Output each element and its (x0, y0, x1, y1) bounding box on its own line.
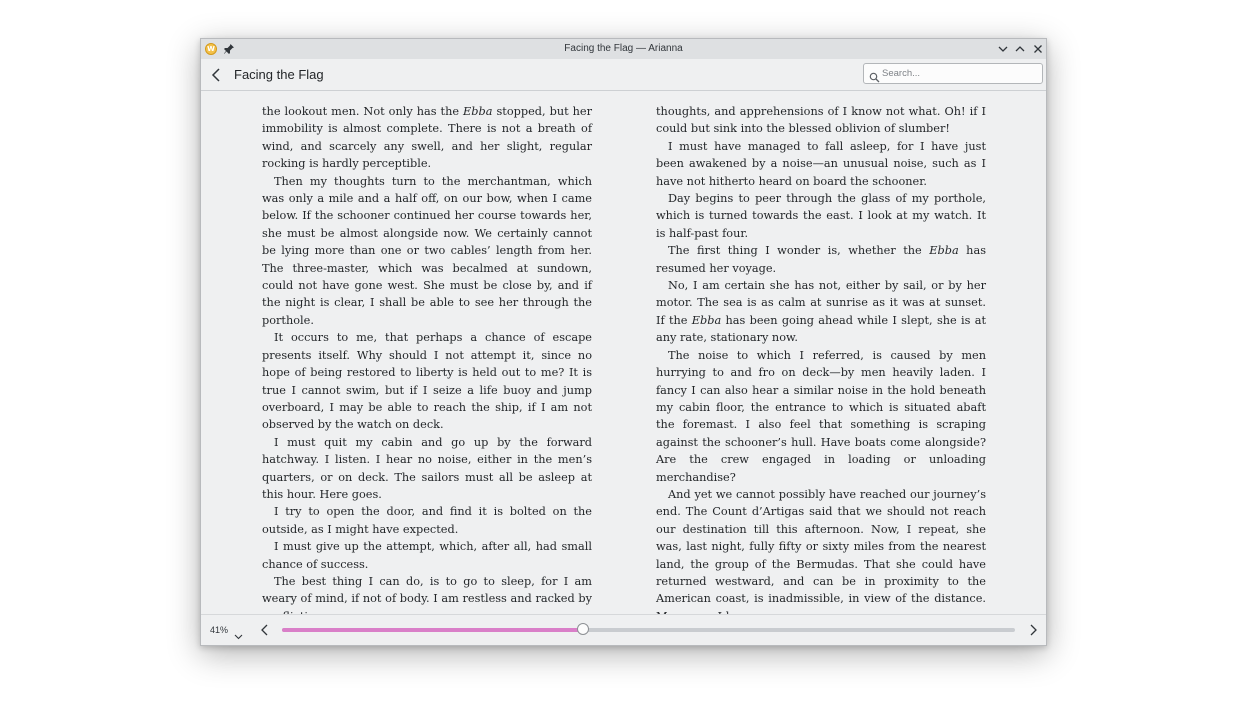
page-right (656, 103, 986, 625)
back-button[interactable] (207, 65, 227, 85)
paragraph (656, 486, 986, 625)
paragraph (262, 173, 592, 330)
close-button[interactable] (1031, 42, 1045, 56)
paragraph (262, 103, 592, 173)
text-run: thoughts, and apprehensions of I know not what. Oh! if I could but sink into the blessed oblivion of slumber! (656, 105, 986, 136)
text-run: I must give up the attempt, which, after all, had small chance of success. (262, 540, 592, 571)
chevron-right-icon (1026, 623, 1040, 642)
text-run: Day begins to peer through the glass of my porthole, which is turned towards the east. I look at my watch. It is half-past four. (656, 192, 986, 240)
paragraph (262, 503, 592, 538)
chevron-up-icon (1013, 42, 1027, 56)
book-title: Facing the Flag (234, 67, 324, 82)
text-run: Then my thoughts turn to the merchantman, which was only a mile and a half off, on our bow, when I came below. If the schooner continued her course towards her, she must be almost alongside now. We certainly cannot be lying more than one or two cables’ length from her. The three-master, which was becalmed at sundown, could not have gone west. She must be close by, and if the night is clear, I shall be able to see her through the porthole. (262, 174, 592, 327)
paragraph (656, 103, 986, 138)
text-run: I must have managed to fall asleep, for I have just been awakened by a noise—an unusual noise, such as I have not hitherto heard on board the schooner. (656, 139, 986, 188)
pin-icon[interactable] (223, 42, 235, 56)
text-run: The noise to which I referred, is caused by men hurrying to and fro on deck—by men heavily laden. I fancy I can also hear a similar noise in the hold beneath my cabin floor, the entrance to which is situated abaft the foremast. I also feel that something is scraping against the schooner’s hull. Have boats come alongside? Are the crew engaged in loading or unloading merchandise? (656, 348, 986, 484)
italic-text: Ebba (463, 105, 493, 118)
chevron-down-icon[interactable] (234, 626, 243, 634)
progress-slider-fill (282, 628, 583, 632)
chevron-left-icon (258, 623, 272, 642)
text-run: I must quit my cabin and go up by the forward hatchway. I listen. I hear no noise, either in the men’s quarters, or on deck. The sailors must all be asleep at this hour. Here goes. (262, 435, 592, 501)
toolbar (201, 59, 1046, 91)
zoom-value: 41% (210, 625, 229, 635)
maximize-button[interactable] (1013, 42, 1027, 56)
paragraph (656, 242, 986, 277)
back-arrow-icon (207, 70, 227, 89)
paragraph (656, 347, 986, 486)
italic-text: Ebba (691, 313, 722, 327)
search-icon (869, 68, 880, 79)
progress-slider[interactable] (282, 628, 1015, 632)
search-input[interactable] (882, 64, 1037, 83)
previous-page-button[interactable] (258, 622, 272, 638)
text-run: And yet we cannot possibly have reached our journey’s end. The Count d’Artigas said that we should not reach our destination till this afternoon. Now, I repeat, she was, last night, fully fifty or sixty miles from the nearest land, the group of the Bermudas. That she could have returned westward, and can be in proximity to the American coast, is inadmissible, in view of the distance. (656, 487, 986, 606)
italic-text: Ebba (929, 244, 959, 258)
chevron-down-icon (996, 42, 1010, 56)
paragraph (656, 138, 986, 190)
next-page-button[interactable] (1026, 622, 1040, 638)
app-icon[interactable]: W (205, 43, 217, 55)
paragraph (262, 434, 592, 504)
text-run: No, I am certain she has not, either by sail, or by her motor. The sea is as calm at sunrise as it was at sunset. If the (656, 279, 986, 327)
text-run: the lookout men. Not only has the (262, 105, 464, 118)
paragraph (656, 190, 986, 242)
text-run: It occurs to me, that perhaps a chance of escape presents itself. Why should I not attempt it, since no hope of being restored to liberty is held out to me? It is true I cannot swim, but if I seize a life buoy and jump overboard, I may be able to reach the ship, if I am not observed by the watch on deck. (262, 331, 592, 432)
paragraph (262, 538, 592, 573)
zoom-select[interactable] (210, 615, 228, 645)
minimize-button[interactable] (996, 42, 1010, 56)
title-bar[interactable] (201, 39, 1046, 59)
app-window (200, 38, 1047, 646)
text-run: The first thing I wonder is, whether the (668, 244, 930, 258)
page-left (262, 103, 592, 625)
reading-area[interactable] (201, 91, 1046, 616)
text-run: stopped, but her immobility is almost complete. There is not a breath of wind, and scarcely any swell, and her slight, regular rocking is hardly perceptible. (262, 105, 592, 171)
paragraph (262, 329, 592, 433)
paragraph (656, 277, 986, 347)
search-field[interactable] (863, 63, 1043, 84)
text-run: I try to open the door, and find it is bolted on the outside, as I might have expected. (262, 505, 592, 536)
window-title: Facing the Flag — Arianna (564, 43, 683, 54)
text-run: The best thing I can do, is to go to sleep, for I am weary of mind, if not of body. I am restless and racked by (262, 574, 592, 606)
footer-bar (201, 614, 1046, 645)
close-icon (1031, 42, 1045, 56)
progress-slider-handle[interactable] (577, 623, 589, 635)
text-run: has been going ahead while I slept, she is at any rate, stationary now. (656, 313, 987, 345)
text-run: has resumed her voyage. (656, 244, 986, 275)
